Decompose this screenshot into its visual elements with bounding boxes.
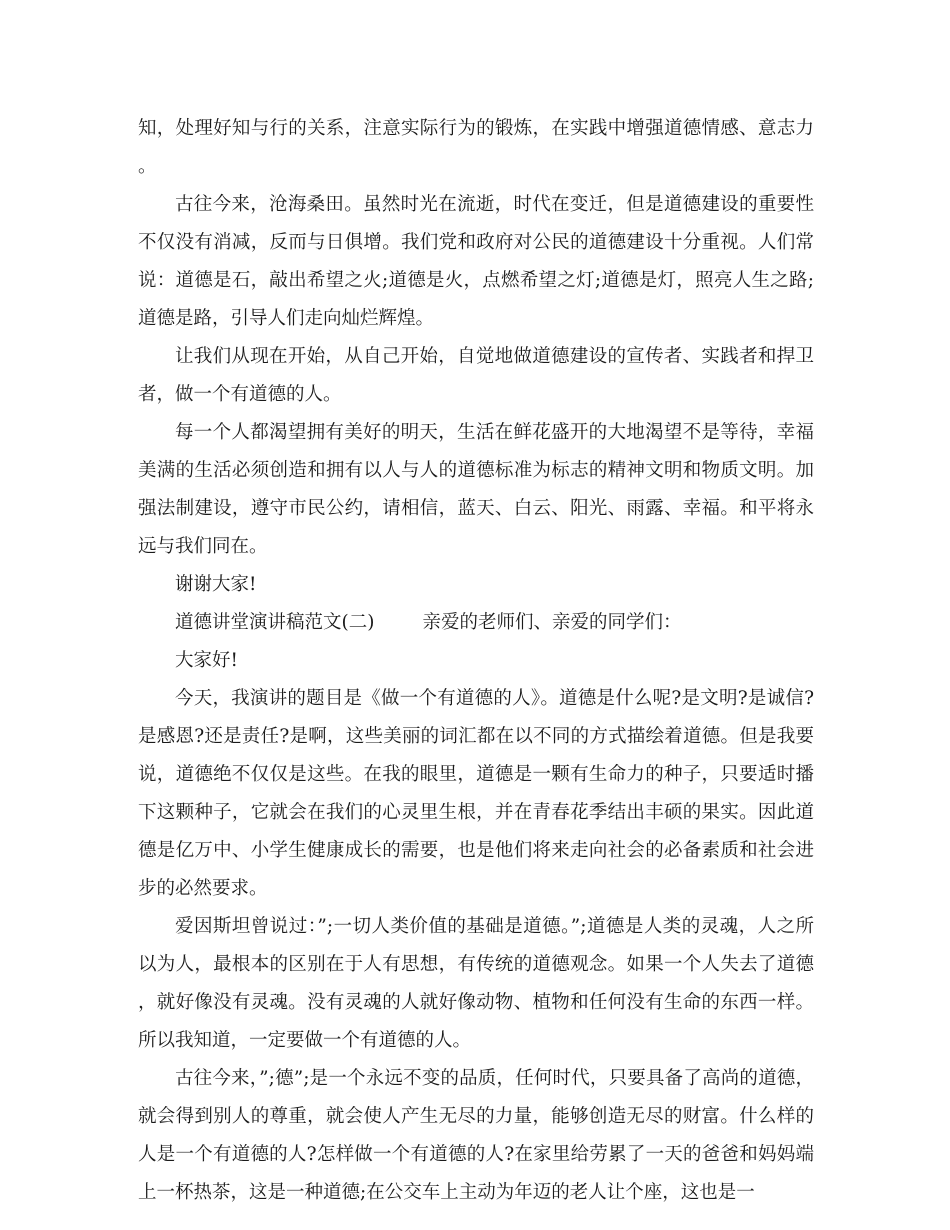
paragraph-continuation: 知，处理好知与行的关系，注意实际行为的锻炼，在实践中增强道德情感、意志力。 — [138, 118, 814, 177]
paragraph: 让我们从现在开始，从自己开始，自觉地做道德建设的宣传者、实践者和捍卫者，做一个有道德的人。 — [138, 346, 814, 405]
document-page — [138, 110, 814, 1212]
paragraph: 古往今来，”;德”;是一个永远不变的品质，任何时代，只要具备了高尚的道德，就会得到别人的尊重，就会使人产生无尽的力量，能够创造无尽的财富。什么样的人是一个有道德的人?怎样做一个有道德的人?在家里给劳累了一天的爸爸和妈妈端上一杯热茶，这是一种道德;在公交车上主动为年迈的老人让个座，这也是一 — [138, 1068, 814, 1203]
paragraph: 每一个人都渴望拥有美好的明天，生活在鲜花盛开的大地渴望不是等待，幸福美满的生活必须创造和拥有以人与人的道德标准为标志的精神文明和物质文明。加强法制建设，遵守市民公约，请相信，蓝天、白云、阳光、雨露、幸福。和平将永远与我们同在。 — [138, 422, 814, 557]
greeting: 大家好! — [175, 650, 238, 671]
paragraph: 今天，我演讲的题目是《做一个有道德的人》。道德是什么呢?是文明?是诚信?是感恩?还是责任?是啊，这些美丽的词汇都在以不同的方式描绘着道德。但是我要说，道德绝不仅仅是这些。在我的眼里，道德是一颗有生命力的种子，只要适时播下这颗种子，它就会在我们的心灵里生根，并在青春花季结出丰硕的果实。因此道德是亿万中、小学生健康成长的需要，也是他们将来走向社会的必备素质和社会进步的必然要求。 — [138, 688, 814, 899]
section-heading — [138, 604, 814, 642]
section-title: 道德讲堂演讲稿范文(二) — [175, 612, 375, 633]
closing-thanks: 谢谢大家! — [175, 574, 257, 595]
salutation: 亲爱的老师们、亲爱的同学们： — [422, 612, 682, 633]
paragraph: 爱因斯坦曾说过：”;一切人类价值的基础是道德。”;道德是人类的灵魂，人之所以为人，最根本的区别在于人有思想，有传统的道德观念。如果一个人失去了道德，就好像没有灵魂。没有灵魂的人就好像动物、植物和任何没有生命的东西一样。所以我知道，一定要做一个有道德的人。 — [138, 916, 814, 1051]
paragraph: 古往今来，沧海桑田。虽然时光在流逝，时代在变迁，但是道德建设的重要性不仅没有消减，反而与日俱增。我们党和政府对公民的道德建设十分重视。人们常说：道德是石，敲出希望之火;道德是火，点燃希望之灯;道德是灯，照亮人生之路;道德是路，引导人们走向灿烂辉煌。 — [138, 194, 814, 329]
